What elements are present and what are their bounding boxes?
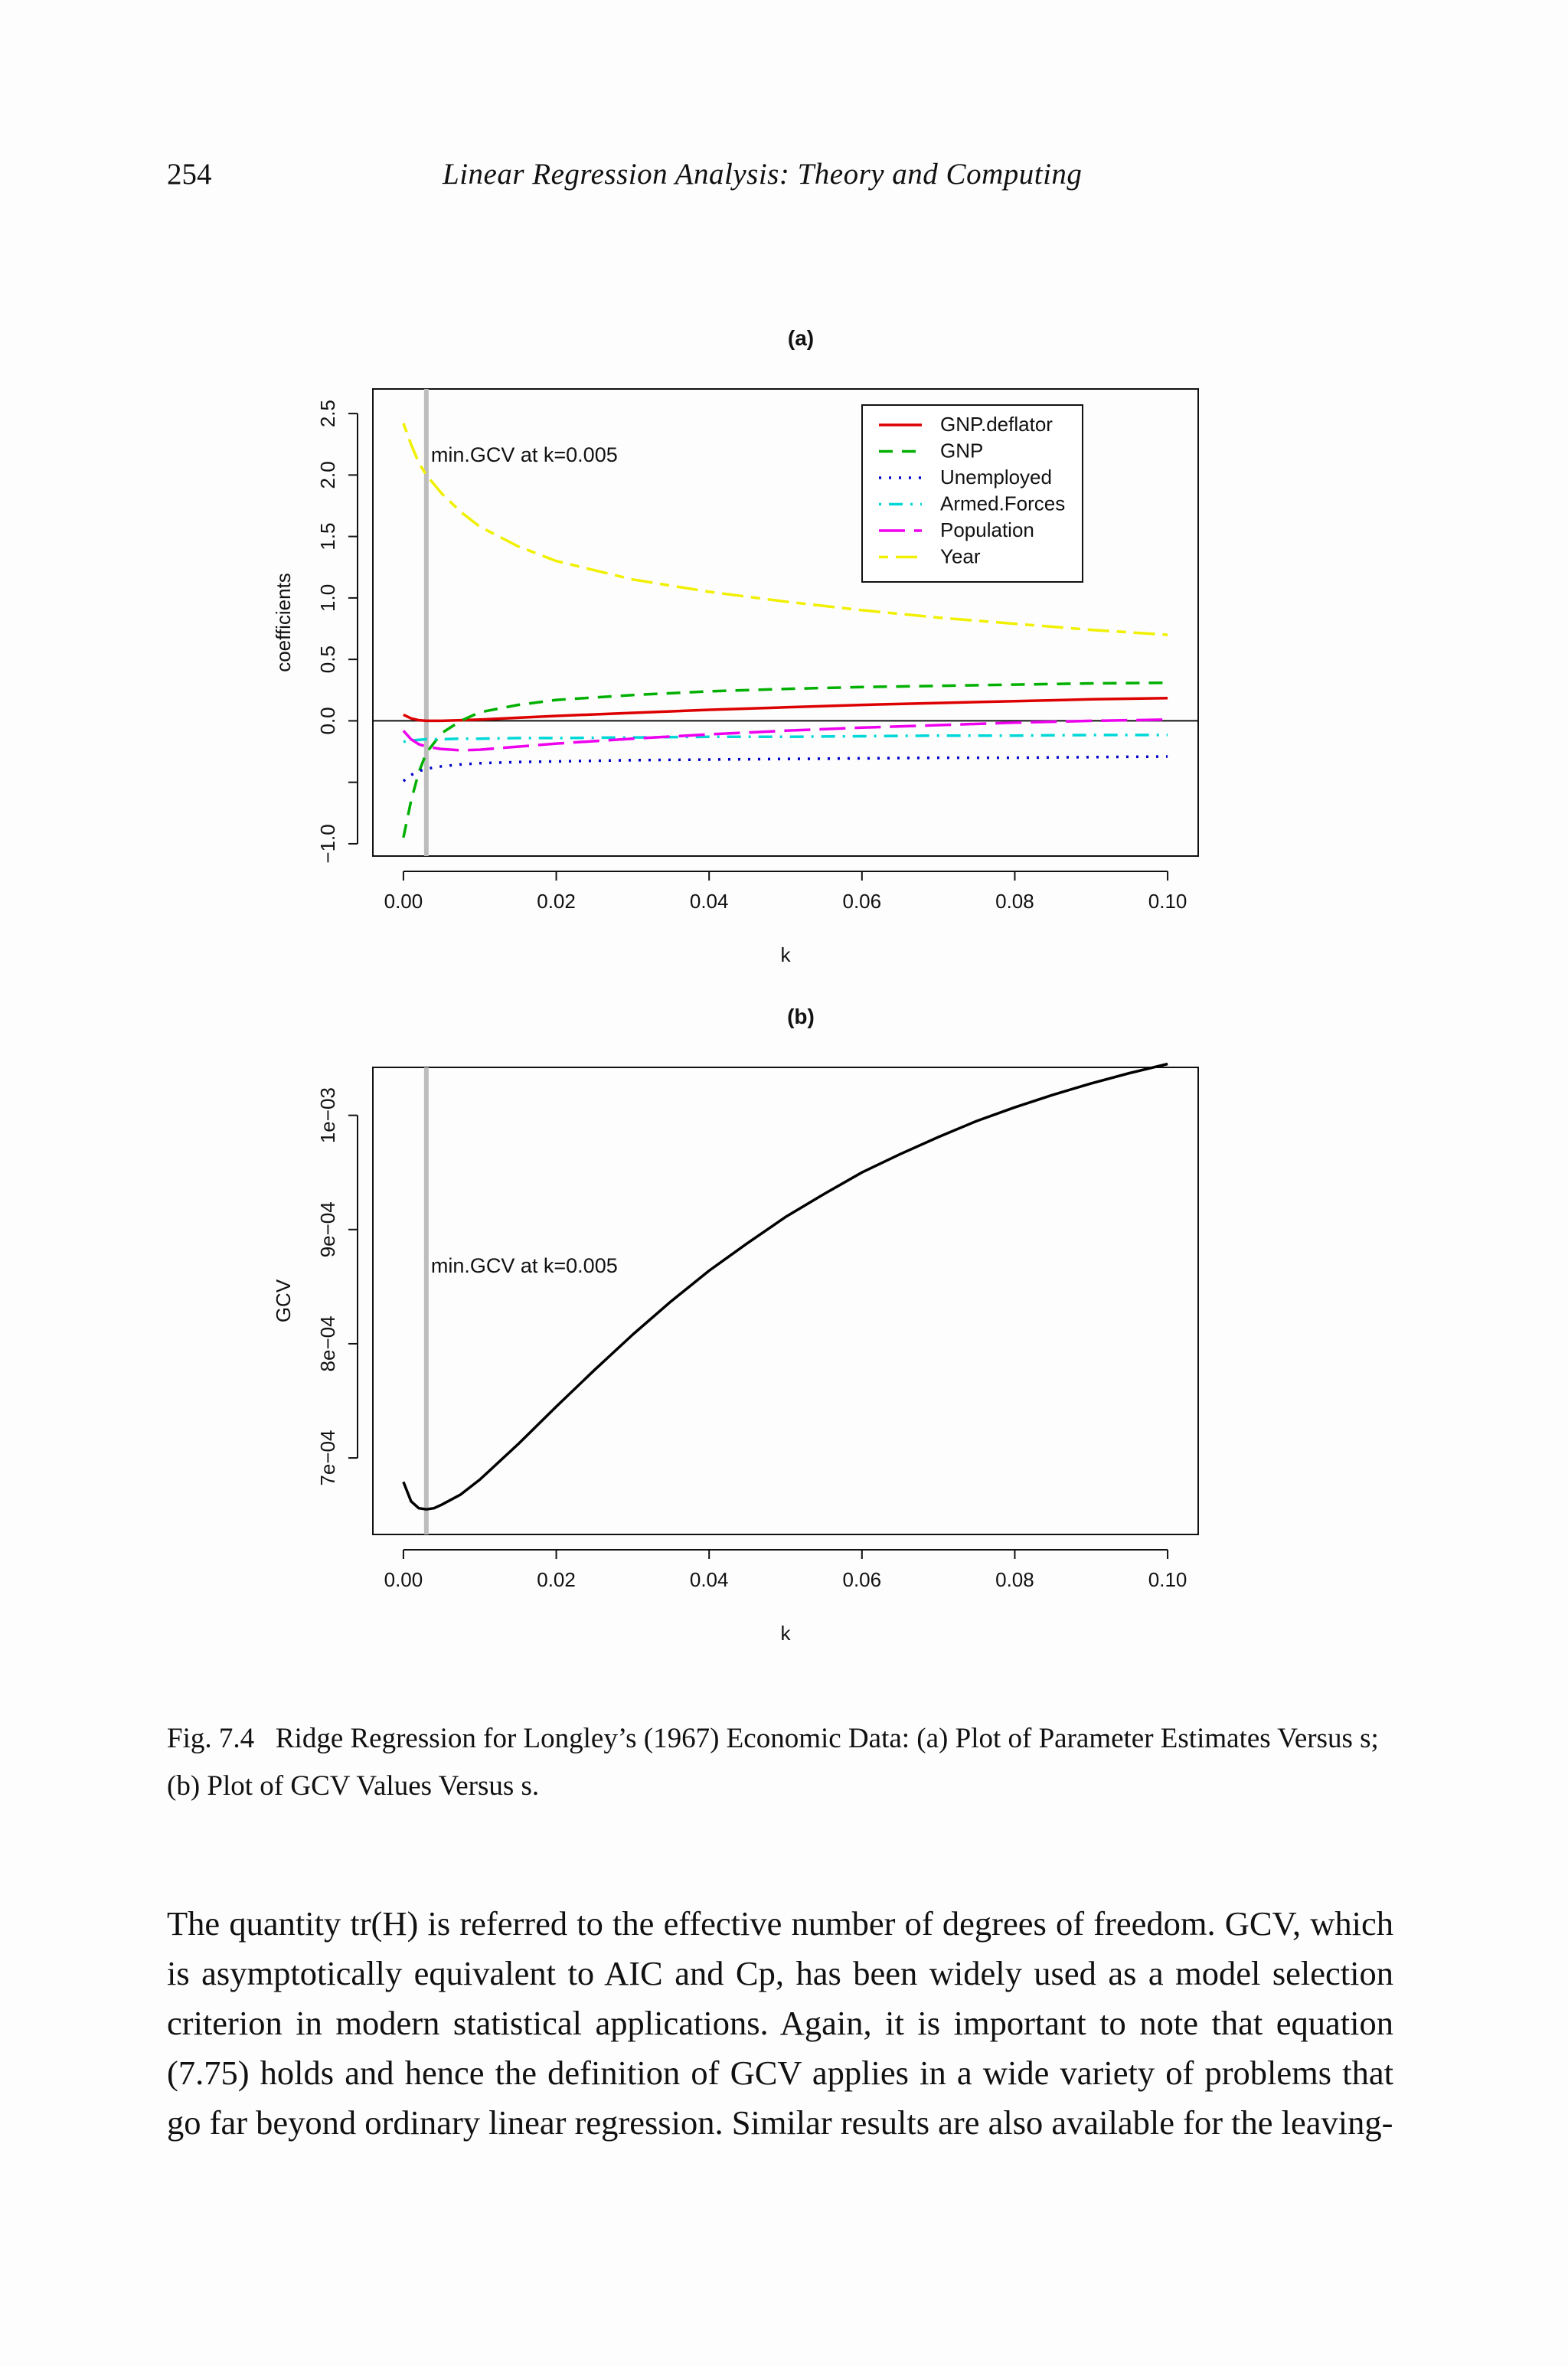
y-tick-label: 1.5 [316, 522, 339, 551]
figure-label: Fig. 7.4 [167, 1723, 255, 1754]
x-tick-label: 0.10 [1148, 1568, 1187, 1591]
x-tick-label: 0.04 [689, 1568, 729, 1591]
y-tick-label: 9e−04 [316, 1201, 339, 1258]
y-tick-label: 2.0 [316, 461, 339, 489]
series-line-gnp [403, 683, 1168, 838]
legend-label: Population [940, 518, 1034, 541]
y-tick-label: 1.0 [316, 583, 339, 612]
series-line-gnp-deflator [403, 698, 1168, 721]
y-tick-label: 1e−03 [316, 1087, 339, 1144]
x-tick-label: 0.06 [842, 890, 882, 913]
x-tick-label: 0.02 [537, 1568, 576, 1591]
y-tick-label: 8e−04 [316, 1315, 339, 1372]
legend-label: Year [940, 544, 981, 568]
x-axis-label: k [780, 943, 791, 966]
gcv-chart [0, 988, 1568, 1677]
x-tick-label: 0.10 [1148, 890, 1187, 913]
x-tick-label: 0.02 [537, 890, 576, 913]
page-number: 254 [167, 158, 212, 191]
x-tick-label: 0.06 [842, 1568, 882, 1591]
running-title: Linear Regression Analysis: Theory and Computing [443, 158, 1083, 191]
min-gcv-annotation: min.GCV at k=0.005 [430, 443, 618, 466]
body-text [167, 1899, 1393, 2148]
x-axis-label: k [780, 1622, 791, 1645]
legend-label: Armed.Forces [940, 492, 1066, 515]
coefficient-path-chart [0, 306, 1568, 980]
x-tick-label: 0.08 [995, 890, 1034, 913]
y-tick-label: −1.0 [316, 824, 339, 864]
min-gcv-annotation: min.GCV at k=0.005 [430, 1254, 618, 1277]
legend-label: GNP [940, 439, 984, 462]
figure-caption-text: Ridge Regression for Longley’s (1967) Economic Data: (a) Plot of Parameter Estimates Versus s; (b) Plot of GCV Values Versus s. [167, 1723, 1379, 1802]
y-tick-label: 2.5 [316, 400, 339, 428]
x-tick-label: 0.04 [689, 890, 729, 913]
x-tick-label: 0.00 [384, 1568, 423, 1591]
legend-label: GNP.deflator [940, 413, 1053, 436]
chart-title: (a) [787, 326, 815, 350]
figure-caption [167, 1715, 1392, 1810]
x-tick-label: 0.00 [384, 890, 423, 913]
y-tick-label: 0.5 [316, 645, 339, 674]
y-tick-label: 0.0 [316, 707, 339, 735]
body-paragraph: The quantity tr(H) is referred to the effective number of degrees of freedom. GCV, which is asymptotically equivalent to AIC and Cp, has been widely used as a model selection criterion in modern statistical applications. Again, it is important to note that equation (7.75) holds and hence the definition of GCV applies in a wide variety of problems that go far beyond ordinary linear regression. Similar results are also available for the leaving- [167, 1904, 1393, 2142]
series-line-gcv [403, 1064, 1168, 1510]
x-tick-label: 0.08 [995, 1568, 1034, 1591]
series-line-armed-forces [403, 735, 1168, 742]
legend-label: Unemployed [940, 466, 1052, 489]
chart-title: (b) [787, 1005, 815, 1028]
running-head [0, 157, 1568, 203]
y-axis-label: coefficients [272, 573, 295, 672]
series-line-unemployed [403, 757, 1168, 781]
y-axis-label: GCV [272, 1279, 295, 1323]
y-tick-label: 7e−04 [316, 1430, 339, 1486]
